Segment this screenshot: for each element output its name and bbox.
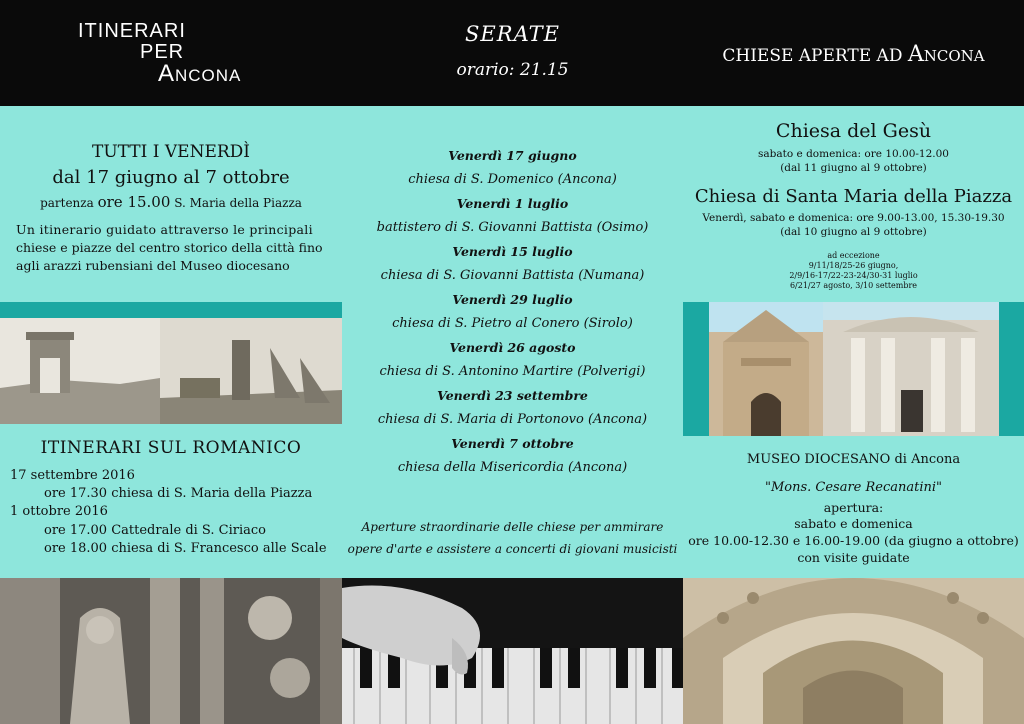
statue-image	[0, 578, 342, 724]
event-place: chiesa di S. Giovanni Battista (Numana)	[380, 268, 645, 283]
museo-line-4: con visite guidate	[797, 550, 910, 565]
gesu-title: Chiesa del Gesù	[775, 120, 932, 142]
romanico-section	[0, 424, 342, 578]
events-section	[342, 106, 683, 578]
note-line-1: Aperture straordinarie delle chiese per ammirare	[361, 520, 664, 534]
portal-image	[683, 578, 1024, 724]
museo-line-3: ore 10.00-12.30 e 16.00-19.00 (da giugno a ottobre)	[688, 533, 1019, 548]
piazza-line-1: Venerdì, sabato e domenica: ore 9.00-13.00, 15.30-19.30	[702, 212, 1005, 224]
event-date: Venerdì 15 luglio	[452, 244, 573, 259]
event-place: chiesa della Misericordia (Ancona)	[397, 460, 628, 475]
romanico-line-5: ore 18.00 chiesa di S. Francesco alle Scale	[44, 541, 327, 556]
left-header	[0, 0, 342, 106]
exception-line-2: 9/11/18/25-26 giugno,	[808, 261, 899, 270]
event-date: Venerdì 7 ottobre	[451, 436, 574, 451]
description-line-3: agli arazzi rubensiani del Museo diocesano	[16, 258, 290, 273]
museo-line-1: apertura:	[823, 500, 884, 515]
museo-subtitle: "Mons. Cesare Recanatini"	[764, 480, 943, 495]
event-place: chiesa di S. Maria di Portonovo (Ancona)	[377, 412, 648, 427]
partenza-place: S. Maria della Piazza	[174, 196, 302, 210]
romanico-line-1: 17 settembre 2016	[10, 468, 135, 483]
event-place: chiesa di S. Domenico (Ancona)	[408, 172, 617, 187]
exception-line-1: ad eccezione	[827, 251, 880, 260]
event-place: chiesa di S. Antonino Martire (Polverigi)	[379, 364, 646, 379]
header-line-1: ITINERARI	[78, 20, 186, 42]
engraving-image	[0, 318, 342, 424]
center-panel	[342, 0, 683, 724]
header-line-3: Ancona	[158, 60, 242, 87]
center-header	[342, 0, 683, 106]
event-date: Venerdì 23 settembre	[437, 388, 588, 403]
piazza-title: Chiesa di Santa Maria della Piazza	[694, 186, 1013, 207]
description-line-1: Un itinerario guidato attraverso le principali	[16, 222, 313, 237]
piano-image	[342, 578, 683, 724]
museo-title: MUSEO DIOCESANO di Ancona	[746, 452, 961, 467]
museo-section	[683, 436, 1024, 578]
serate-title: SERATE	[465, 22, 560, 46]
right-panel	[683, 0, 1024, 724]
description-line-2: chiese e piazze del centro storico della città fino	[16, 240, 323, 255]
partenza-time: ore 15.00	[97, 193, 171, 211]
romanico-line-4: ore 17.00 Cattedrale di S. Ciriaco	[44, 523, 266, 538]
churches-photo-strip	[683, 302, 1024, 436]
right-header-city: Ancona	[907, 42, 985, 67]
gesu-line-1: sabato e domenica: ore 10.00-12.00	[758, 148, 949, 160]
venerdi-title: TUTTI I VENERDÌ	[91, 142, 250, 162]
right-header-prefix: CHIESE APERTE AD	[722, 46, 903, 66]
note-line-2: opere d'arte e assistere a concerti di giovani musicisti	[347, 542, 678, 556]
teal-strip	[0, 302, 342, 318]
event-date: Venerdì 26 agosto	[449, 340, 576, 355]
romanico-title: ITINERARI SUL ROMANICO	[40, 438, 302, 458]
left-panel	[0, 0, 342, 724]
serate-time: orario: 21.15	[456, 60, 569, 80]
venerdi-partenza	[0, 193, 342, 211]
gesu-line-2: (dal 11 giugno al 9 ottobre)	[780, 162, 927, 174]
header-line-2: PER	[140, 41, 185, 63]
exception-line-3: 2/9/16-17/22-23-24/30-31 luglio	[789, 271, 918, 280]
romanico-line-3: 1 ottobre 2016	[10, 504, 108, 519]
exception-line-4: 6/21/27 agosto, 3/10 settembre	[789, 281, 918, 290]
event-date: Venerdì 17 giugno	[448, 148, 577, 163]
venerdi-section	[0, 106, 342, 302]
piazza-line-2: (dal 10 giugno al 9 ottobre)	[780, 226, 927, 238]
event-date: Venerdì 29 luglio	[452, 292, 573, 307]
event-date: Venerdì 1 luglio	[456, 196, 569, 211]
venerdi-dates: dal 17 giugno al 7 ottobre	[52, 167, 290, 188]
right-header-title	[683, 42, 1024, 67]
romanico-line-2: ore 17.30 chiesa di S. Maria della Piazza	[44, 486, 313, 501]
event-place: battistero di S. Giovanni Battista (Osimo)	[376, 220, 649, 235]
museo-line-2: sabato e domenica	[794, 516, 913, 531]
event-place: chiesa di S. Pietro al Conero (Sirolo)	[392, 316, 633, 331]
churches-section	[683, 106, 1024, 302]
partenza-label: partenza	[40, 196, 94, 210]
right-header	[683, 0, 1024, 106]
